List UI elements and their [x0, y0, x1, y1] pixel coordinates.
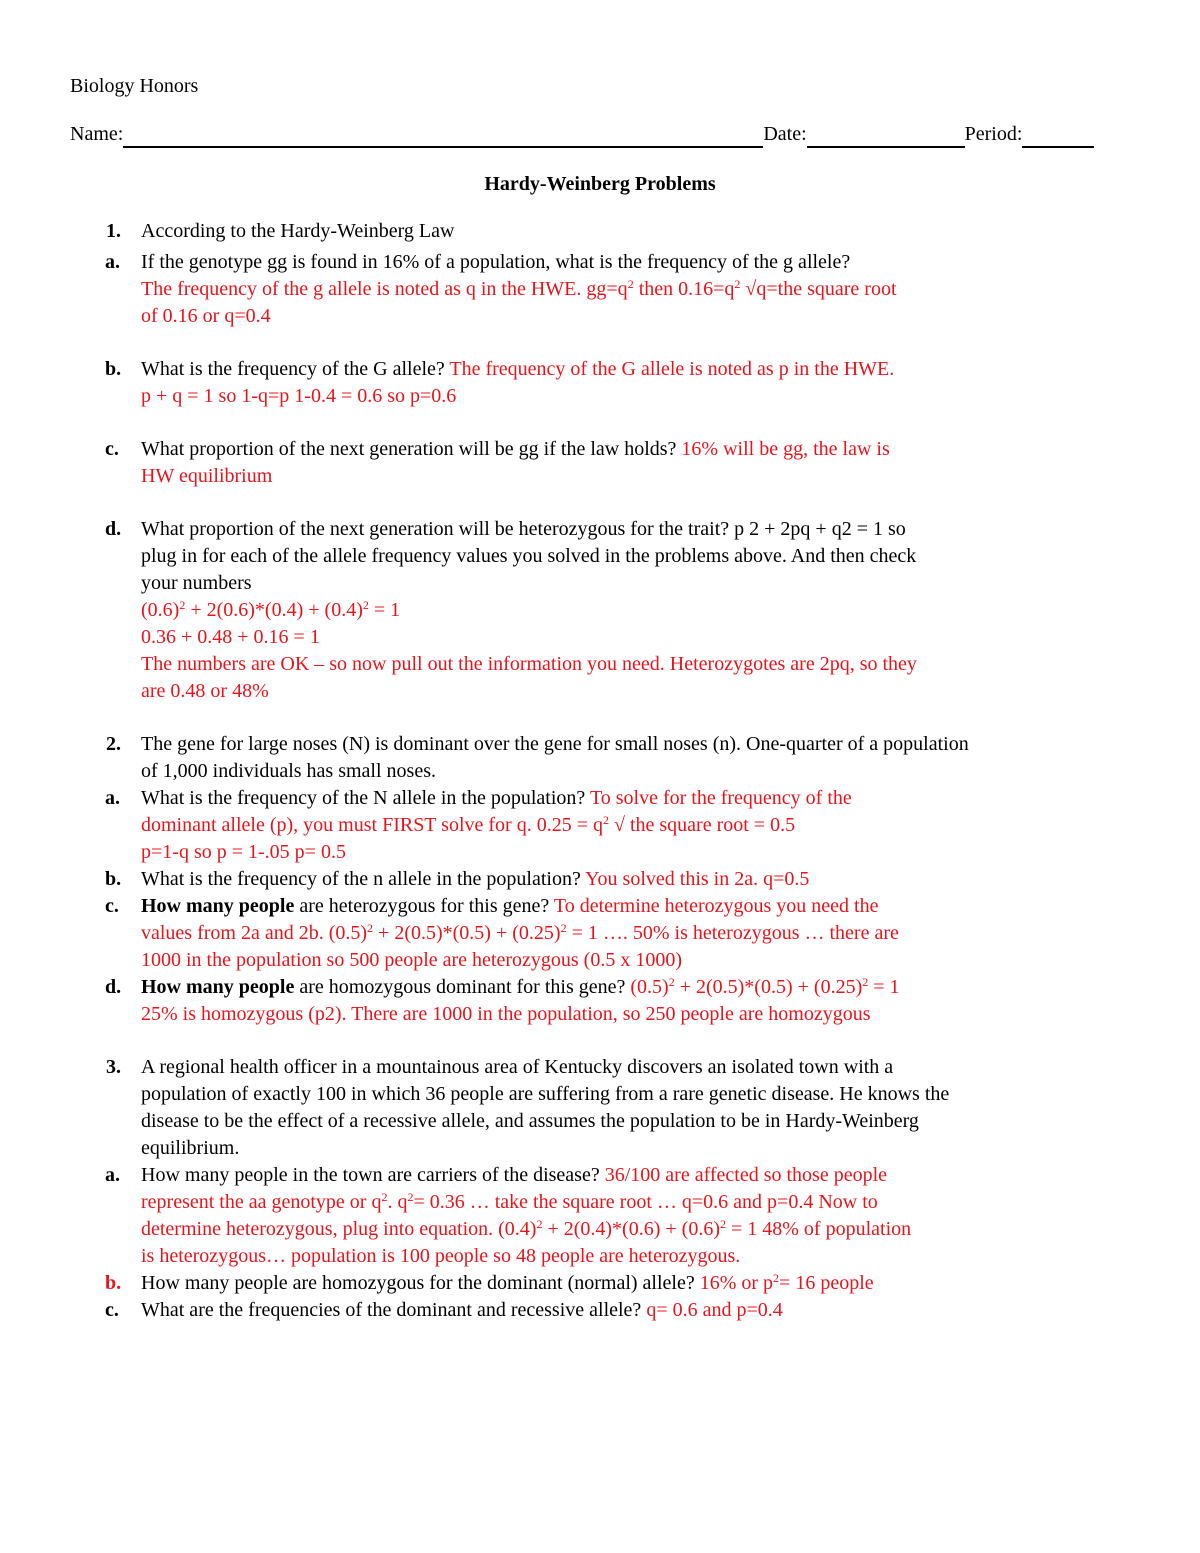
- question-number: 3.: [106, 1056, 121, 1078]
- question-text: your numbers: [141, 572, 252, 594]
- question-text: of 1,000 individuals has small noses.: [141, 760, 436, 782]
- sub-letter: b.: [105, 868, 122, 890]
- question-text: population of exactly 100 in which 36 people are suffering from a rare genetic disease. He knows the: [141, 1083, 950, 1105]
- question-answer-line: How many people are homozygous for the dominant (normal) allele? 16% or $p^2= 16$ people: [141, 1271, 874, 1294]
- sub-letter: b.: [105, 358, 122, 380]
- answer-text: The frequency of the g allele is noted as q in the HWE. $gg=q^2$ then $0.16=q^2$ √q=the square root: [141, 277, 897, 300]
- answer-text: 1000 in the population so 500 people are heterozygous (0.5 x 1000): [141, 949, 682, 971]
- question-answer-line: How many people are homozygous dominant for this gene? $(0.5)^2 + 2(0.5)*(0.5) + (0.25)^2 = 1$: [141, 975, 900, 998]
- course-title: Biology Honors: [70, 75, 199, 97]
- question-number: 1.: [106, 220, 121, 242]
- name-blank: [123, 126, 763, 148]
- date-blank: [807, 126, 965, 148]
- question-3c: [70, 1297, 1130, 1324]
- answer-text: p=1-q so p = 1-.05 p= 0.5: [141, 841, 346, 863]
- answer-text: The numbers are OK – so now pull out the information you need. Heterozygotes are 2pq, so they: [141, 653, 917, 675]
- question-answer-line: What proportion of the next generation will be gg if the law holds? 16% will be gg, the law is: [141, 438, 890, 460]
- worksheet-page: [70, 72, 1130, 1324]
- sub-letter: a.: [105, 1164, 120, 1186]
- answer-text: dominant allele (p), you must FIRST solve for q. $0.25 = q^2$ √ the square root = 0.5: [141, 813, 796, 836]
- question-2c: [70, 893, 1130, 974]
- sub-letter: d.: [105, 518, 122, 540]
- question-text: plug in for each of the allele frequency values you solved in the problems above. And then check: [141, 545, 917, 567]
- sub-letter: c.: [105, 1299, 119, 1321]
- name-date-period-row: [70, 120, 1130, 148]
- name-label: Name:: [70, 123, 124, 145]
- question-2: [70, 731, 1130, 785]
- question-3b: [70, 1270, 1130, 1297]
- question-text: A regional health officer in a mountainous area of Kentucky discovers an isolated town with a: [141, 1056, 894, 1078]
- question-1: [70, 218, 1130, 245]
- question-1d: [70, 516, 1130, 705]
- sub-letter: a.: [105, 251, 120, 273]
- question-text: What proportion of the next generation will be heterozygous for the trait? p 2 + 2pq + q2 = 1 so: [141, 518, 906, 540]
- question-text: disease to be the effect of a recessive allele, and assumes the population to be in Hardy-Weinberg: [141, 1110, 919, 1132]
- answer-text: of 0.16 or q=0.4: [141, 305, 271, 327]
- sub-letter: c.: [105, 438, 119, 460]
- question-answer-line: What are the frequencies of the dominant and recessive allele? q= 0.6 and p=0.4: [141, 1299, 783, 1321]
- answer-text: determine heterozygous, plug into equation. $(0.4)^2 + 2(0.4)*(0.6) + (0.6)^2 = 1$ 48% of population: [141, 1217, 912, 1240]
- sub-letter: a.: [105, 787, 120, 809]
- answer-text: HW equilibrium: [141, 465, 273, 487]
- sub-letter: c.: [105, 895, 119, 917]
- answer-text: 25% is homozygous (p2). There are 1000 in the population, so 250 people are homozygous: [141, 1003, 871, 1025]
- question-text: The gene for large noses (N) is dominant over the gene for small noses (n). One-quarter of a population: [141, 733, 969, 755]
- page-title: Hardy-Weinberg Problems: [484, 173, 716, 195]
- question-2b: [70, 866, 1130, 893]
- question-1a: [70, 249, 1130, 330]
- question-answer-line: How many people in the town are carriers of the disease? 36/100 are affected so those people: [141, 1164, 888, 1186]
- question-1c: [70, 436, 1130, 490]
- question-3: [70, 1054, 1130, 1162]
- sub-letter: b.: [105, 1272, 122, 1294]
- date-label: Date:: [763, 123, 807, 145]
- equation-line: 0.36 + 0.48 + 0.16 = 1: [141, 626, 320, 648]
- equation-line: $(0.6)^2 + 2(0.6)*(0.4) + (0.4)^2 = 1$: [141, 598, 401, 621]
- answer-text: p + q = 1 so 1-q=p 1-0.4 = 0.6 so p=0.6: [141, 385, 457, 407]
- question-number: 2.: [106, 733, 121, 755]
- question-2d: [70, 974, 1130, 1028]
- question-answer-line: How many people are heterozygous for this gene? To determine heterozygous you need the: [141, 895, 879, 917]
- period-label: Period:: [964, 123, 1023, 145]
- question-text: equilibrium.: [141, 1137, 240, 1159]
- answer-text: are 0.48 or 48%: [141, 680, 269, 702]
- question-answer-line: What is the frequency of the N allele in the population? To solve for the frequency of the: [141, 787, 852, 809]
- sub-letter: d.: [105, 976, 122, 998]
- question-2a: [70, 785, 1130, 866]
- question-answer-line: What is the frequency of the n allele in the population? You solved this in 2a. q=0.5: [141, 868, 810, 890]
- answer-text: values from 2a and 2b. $(0.5)^2 + 2(0.5)*(0.5) + (0.25)^2 = 1$ …. 50% is heterozygous … there are: [141, 921, 899, 944]
- period-blank: [1022, 126, 1094, 148]
- answer-text: is heterozygous… population is 100 people so 48 people are heterozygous.: [141, 1245, 741, 1267]
- question-3a: [70, 1162, 1130, 1270]
- answer-text: represent the aa genotype or $q^2$. $q^2= 0.36$ … take the square root … q=0.6 and p=0.4 Now to: [141, 1190, 878, 1213]
- question-text: According to the Hardy-Weinberg Law: [141, 220, 455, 242]
- question-answer-line: What is the frequency of the G allele? The frequency of the G allele is noted as p in the HWE.: [141, 358, 895, 380]
- question-text: If the genotype gg is found in 16% of a population, what is the frequency of the g allele?: [141, 251, 851, 273]
- question-1b: [70, 356, 1130, 410]
